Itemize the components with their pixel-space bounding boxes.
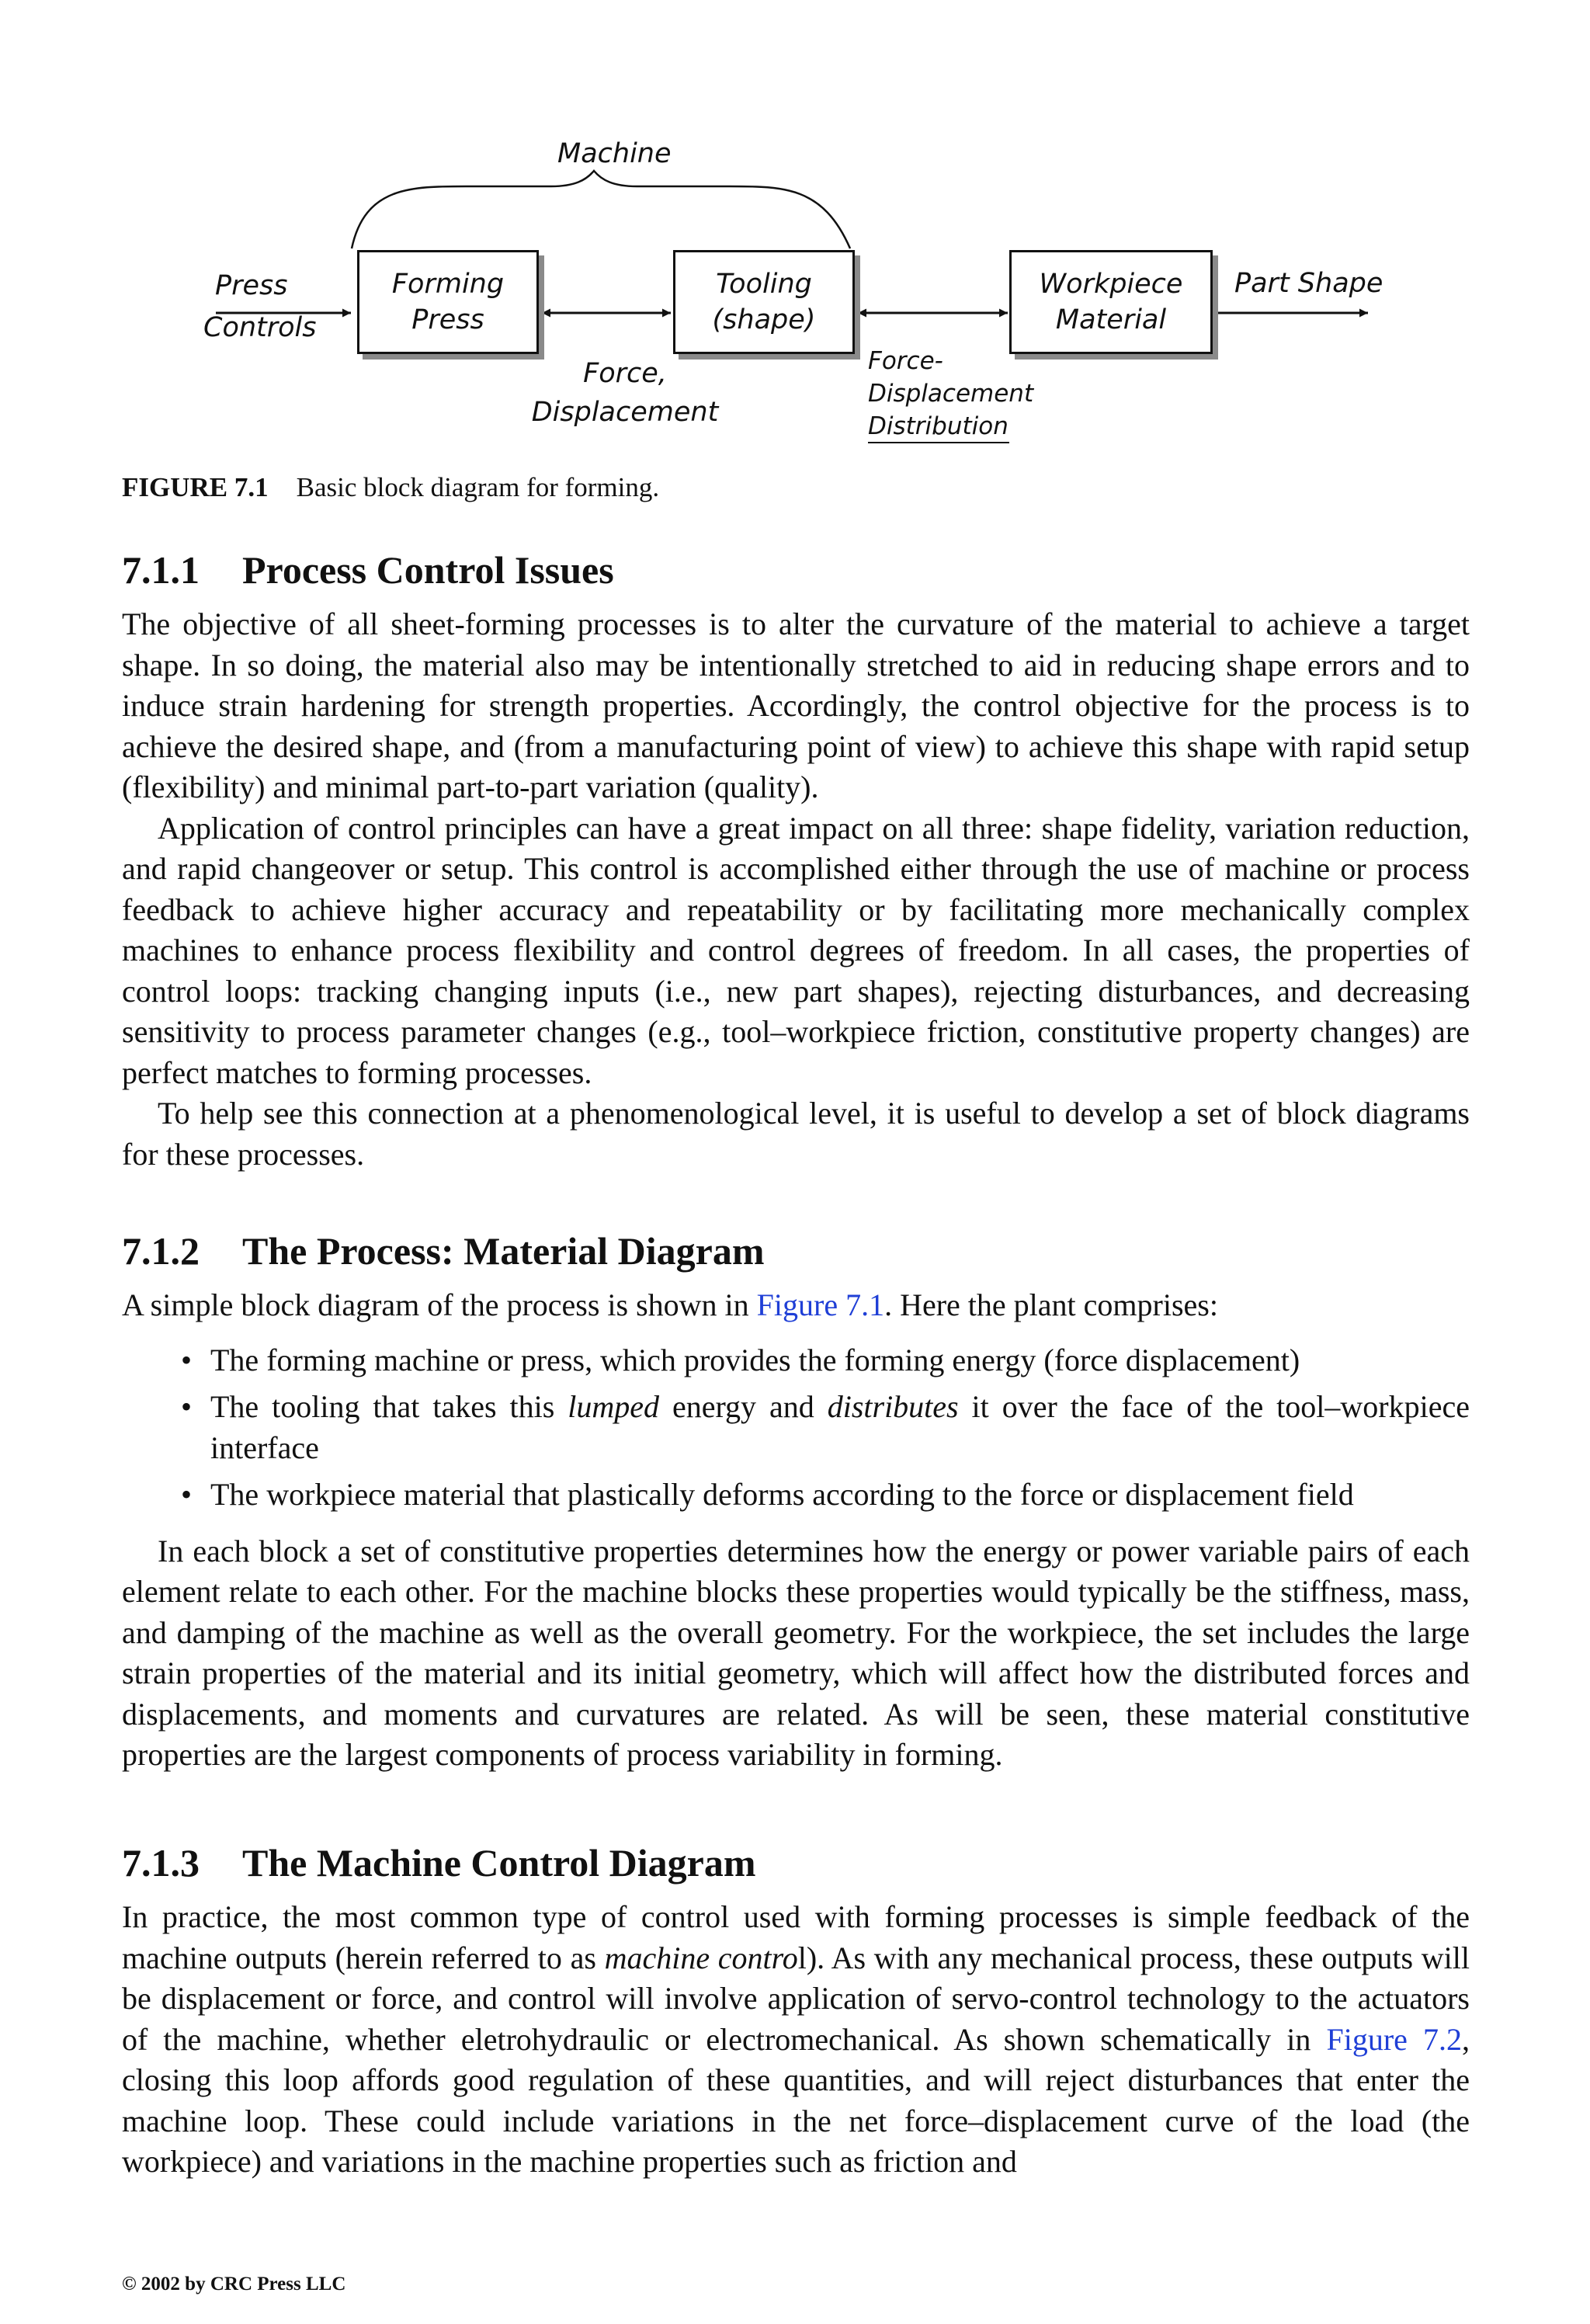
figure-7-2-link[interactable]: Figure 7.2 bbox=[1326, 2021, 1462, 2057]
section-title: The Machine Control Diagram bbox=[242, 1841, 756, 1885]
list-item-text: The workpiece material that plastically deforms according to the force or displacement field bbox=[210, 1477, 1354, 1512]
press-controls-label bbox=[215, 268, 288, 304]
list-item-text: it over the face of the tool–workpiece interface bbox=[210, 1389, 1470, 1465]
force-displacement-label bbox=[520, 356, 730, 430]
paragraph: Application of control principles can have a great impact on all three: shape fidelity, variation reduction, and rapid changeover or setup. This control is accomplished either through the use of machine or process feedback to achieve higher accuracy and repeatability or by facilitating more mechanically complex machines to enhance process flexibility and control degrees of freedom. In all cases, the properties of control loops: tracking changing inputs (i.e., new part shapes), rejecting disturbances, and decreasing sensitivity to process parameter changes (e.g., tool–workpiece friction, constitutive property changes) are perfect matches to forming processes. bbox=[122, 810, 1470, 1090]
forming-press-line-2: Press bbox=[411, 304, 484, 335]
section-7-1-2 bbox=[122, 1227, 1470, 1776]
section-number: 7.1.1 bbox=[122, 548, 200, 592]
list-item bbox=[122, 1340, 1470, 1381]
tooling-block bbox=[673, 250, 855, 354]
section-7-1-3 bbox=[122, 1839, 1470, 2183]
block-diagram-figure bbox=[116, 124, 1436, 474]
list-item-text: The forming machine or press, which provides the forming energy (force displacement) bbox=[210, 1342, 1300, 1377]
caption-number: FIGURE 7.1 bbox=[122, 472, 269, 502]
displacement-line: Displacement bbox=[531, 397, 719, 428]
workpiece-line-1: Workpiece bbox=[1039, 269, 1183, 300]
machine-brace bbox=[352, 171, 850, 248]
paragraph bbox=[122, 1897, 1470, 2183]
text-run: l). As with any mechanical process, these outputs will be displacement or force, and control will involve application of servo-control technology to the actuators of the machine, whether eletrohydraulic or electromechanical. As shown schematically in bbox=[122, 1940, 1470, 2057]
list-item bbox=[122, 1475, 1470, 1516]
force-dash-line: Force- bbox=[868, 347, 943, 375]
text-run: , closing this loop affords good regulation of these quantities, and will reject disturbances that enter the machine loop. These could include variations in the net force–displacement curve of the load (the workpiece) and variations in the machine properties such as friction and bbox=[122, 2021, 1470, 2179]
distribution-line: Distribution bbox=[868, 412, 1009, 440]
tooling-line-1: Tooling bbox=[716, 269, 812, 300]
emphasis: lumped bbox=[568, 1389, 659, 1424]
section-7-1-1 bbox=[122, 546, 1470, 1175]
list-item-text: energy and bbox=[659, 1389, 828, 1424]
section-heading bbox=[122, 1227, 1470, 1275]
force-line: Force, bbox=[583, 358, 667, 389]
bullet-marker: • bbox=[181, 1389, 193, 1424]
controls-label-line: Controls bbox=[203, 312, 317, 343]
press-label-line: Press bbox=[215, 270, 288, 301]
paragraph: In each block a set of constitutive properties determines how the energy or power variable pairs of each element relate to each other. For the machine blocks these properties would typically be the stiffness, mass, and damping of the machine as well as the overall geometry. For the workpiece, the set includes the large strain properties of the material and its initial geometry, which will affect how the distributed forces and displacements, and moments and curvatures are related. As will be seen, these material constitutive properties are the largest components of process variability in forming. bbox=[122, 1533, 1470, 1772]
controls-label bbox=[203, 310, 317, 346]
bullet-marker: • bbox=[181, 1342, 193, 1377]
section-number: 7.1.3 bbox=[122, 1841, 200, 1885]
paragraph: To help see this connection at a phenomenological level, it is useful to develop a set of block diagrams for these processes. bbox=[122, 1096, 1470, 1172]
emphasis: machine contro bbox=[604, 1940, 798, 1975]
caption-text: Basic block diagram for forming. bbox=[296, 472, 660, 502]
section-title: Process Control Issues bbox=[242, 548, 614, 592]
forming-press-block bbox=[357, 250, 539, 354]
paragraph: The objective of all sheet-forming processes is to alter the curvature of the material to achieve a target shape. In so doing, the material also may be intentionally stretched to aid in reducing shape errors and to induce strain hardening for strength properties. Accordingly, the control objective for the process is to achieve the desired shape, and (from a manufacturing point of view) to achieve this shape with rapid setup (flexibility) and minimal part-to-part variation (quality). bbox=[122, 606, 1470, 804]
paragraph bbox=[122, 1285, 1470, 1326]
displacement-line-2: Displacement bbox=[868, 380, 1034, 408]
workpiece-block bbox=[1009, 250, 1213, 354]
section-title: The Process: Material Diagram bbox=[242, 1229, 765, 1273]
list-item bbox=[122, 1387, 1470, 1468]
copyright-footer: © 2002 by CRC Press LLC bbox=[122, 2274, 346, 2294]
emphasis: distributes bbox=[827, 1389, 959, 1424]
forming-press-line-1: Forming bbox=[391, 269, 505, 300]
plant-list bbox=[122, 1340, 1470, 1516]
text-run: In practice, the most common type of control used with forming processes is simple feedback of the machine outputs (herein referred to as bbox=[122, 1899, 1470, 1975]
bullet-marker: • bbox=[181, 1477, 193, 1512]
text-run: A simple block diagram of the process is shown in bbox=[122, 1287, 757, 1322]
force-distribution-label bbox=[868, 345, 1033, 443]
figure-caption bbox=[122, 472, 659, 503]
machine-label: Machine bbox=[557, 138, 672, 169]
workpiece-line-2: Material bbox=[1055, 304, 1167, 335]
list-item-text: The tooling that takes this bbox=[210, 1389, 568, 1424]
section-heading bbox=[122, 1839, 1470, 1887]
tooling-line-2: (shape) bbox=[712, 304, 816, 335]
figure-7-1-link[interactable]: Figure 7.1 bbox=[756, 1287, 885, 1322]
section-heading bbox=[122, 546, 1470, 594]
text-run: . Here the plant comprises: bbox=[884, 1287, 1218, 1322]
part-shape-label: Part Shape bbox=[1234, 268, 1383, 299]
section-number: 7.1.2 bbox=[122, 1229, 200, 1273]
